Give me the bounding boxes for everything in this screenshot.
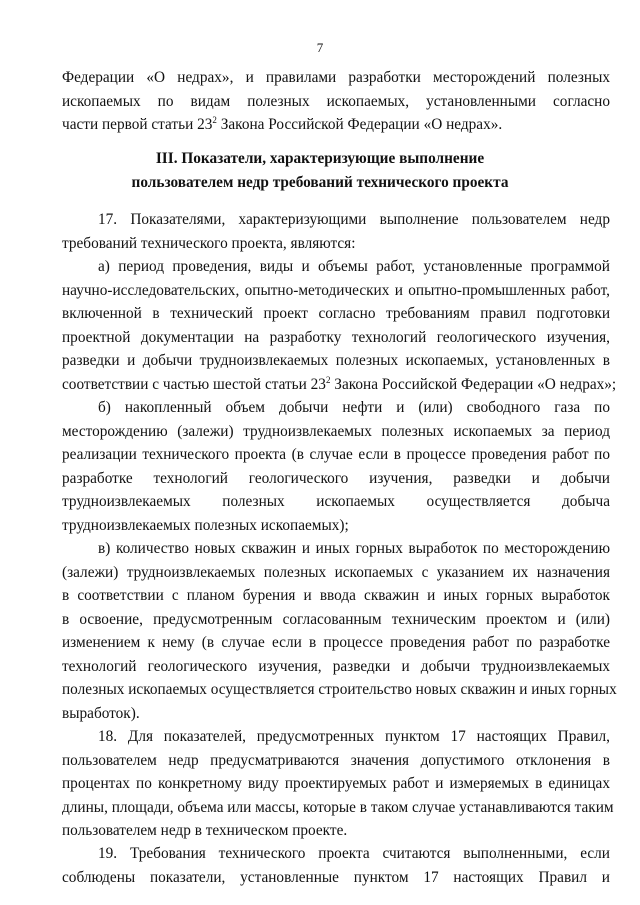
text-line: разработке технологий геологического изучения, разведки и добычи — [62, 469, 610, 487]
text-line: реализации технического проекта (в случае если в процессе проведения работ по — [62, 446, 610, 463]
text-line: выработок). — [62, 704, 140, 722]
text-line: технологий геологического изучения, разведки и добычи трудноизвлекаемых — [62, 657, 610, 675]
text-line: требований технического проекта, являются: — [62, 234, 356, 252]
text-line: 18. Для показателей, предусмотренных пунктом 17 настоящих Правил, — [98, 728, 610, 745]
text-line: пользователем недр в техническом проекте. — [62, 822, 348, 839]
text-line: в соответствии с планом бурения и ввода скважин и иных горных выработок — [62, 587, 610, 604]
text-line: трудноизвлекаемых полезных ископаемых); — [62, 516, 349, 534]
text-line: месторождению (залежи) трудноизвлекаемых полезных ископаемых за период — [62, 422, 610, 440]
text-line: длины, площади, объема или массы, которые в таком случае устанавливаются таким — [62, 798, 614, 816]
paragraph-17v — [62, 537, 617, 725]
text-line: Федерации «О недрах», и правилами разработки месторождений полезных — [62, 69, 610, 86]
text-line: полезных ископаемых осуществляется строительство новых скважин и иных горных — [62, 681, 617, 698]
superscript: 2 — [325, 374, 331, 385]
text-line: 19. Требования технического проекта считаются выполненными, если — [98, 845, 610, 862]
text-line: трудноизвлекаемых полезных ископаемых осуществляется добыча — [62, 493, 610, 510]
text-line: в освоение, предусмотренным согласованным техническим проектом и (или) — [62, 610, 610, 628]
text-line: пользователем недр предусматриваются значения допустимого отклонения в — [62, 751, 610, 769]
page-number: 7 — [316, 40, 324, 55]
paragraph-17b — [62, 396, 610, 537]
text-line: а) период проведения, виды и объемы работ, установленные программой — [98, 258, 610, 275]
text-line: соответствии с частью шестой статьи $23^2$ Закона Российской Федерации «О недрах»; — [62, 374, 617, 393]
text-line: изменением к нему (в случае если в процессе проведения работ по разработке — [62, 634, 610, 651]
text-line: проектной документации на разработку технологий геологического изучения, — [62, 328, 610, 346]
intro-paragraph — [62, 66, 610, 137]
paragraph-19 — [62, 842, 610, 889]
text-line: научно-исследовательских, опытно-методических и опытно-промышленных работ, — [62, 281, 610, 299]
paragraph-17 — [62, 208, 610, 255]
text-line: включенной в технический проект согласно требованиям правил подготовки — [62, 305, 610, 322]
text-line: части первой статьи $23^2$ Закона Российской Федерации «О недрах». — [62, 114, 503, 133]
text-line: соблюдены показатели, установленные пунктом 17 настоящих Правил и — [62, 868, 610, 886]
superscript: 2 — [212, 114, 217, 125]
heading-line: пользователем недр требований технического проекта — [131, 173, 509, 191]
text-line: процентах по конкретному виду проектируемых работ и измеряемых в единицах — [62, 775, 610, 792]
text-line: в) количество новых скважин и иных горных выработок по месторождению — [98, 540, 610, 557]
text-line: 17. Показателями, характеризующими выполнение пользователем недр — [98, 211, 610, 228]
paragraph-18 — [62, 725, 614, 843]
text-line: б) накопленный объем добычи нефти и (или) свободного газа по — [98, 399, 610, 416]
section-heading — [0, 147, 640, 194]
paragraph-17a — [62, 255, 617, 396]
heading-line: III. Показатели, характеризующие выполнение — [155, 150, 485, 167]
text-line: разведки и добычи трудноизвлекаемых полезных ископаемых, установленных в — [62, 352, 610, 369]
text-line: ископаемых по видам полезных ископаемых, установленными согласно — [62, 92, 610, 110]
text-line: (залежи) трудноизвлекаемых полезных ископаемых с указанием их назначения — [62, 563, 610, 581]
